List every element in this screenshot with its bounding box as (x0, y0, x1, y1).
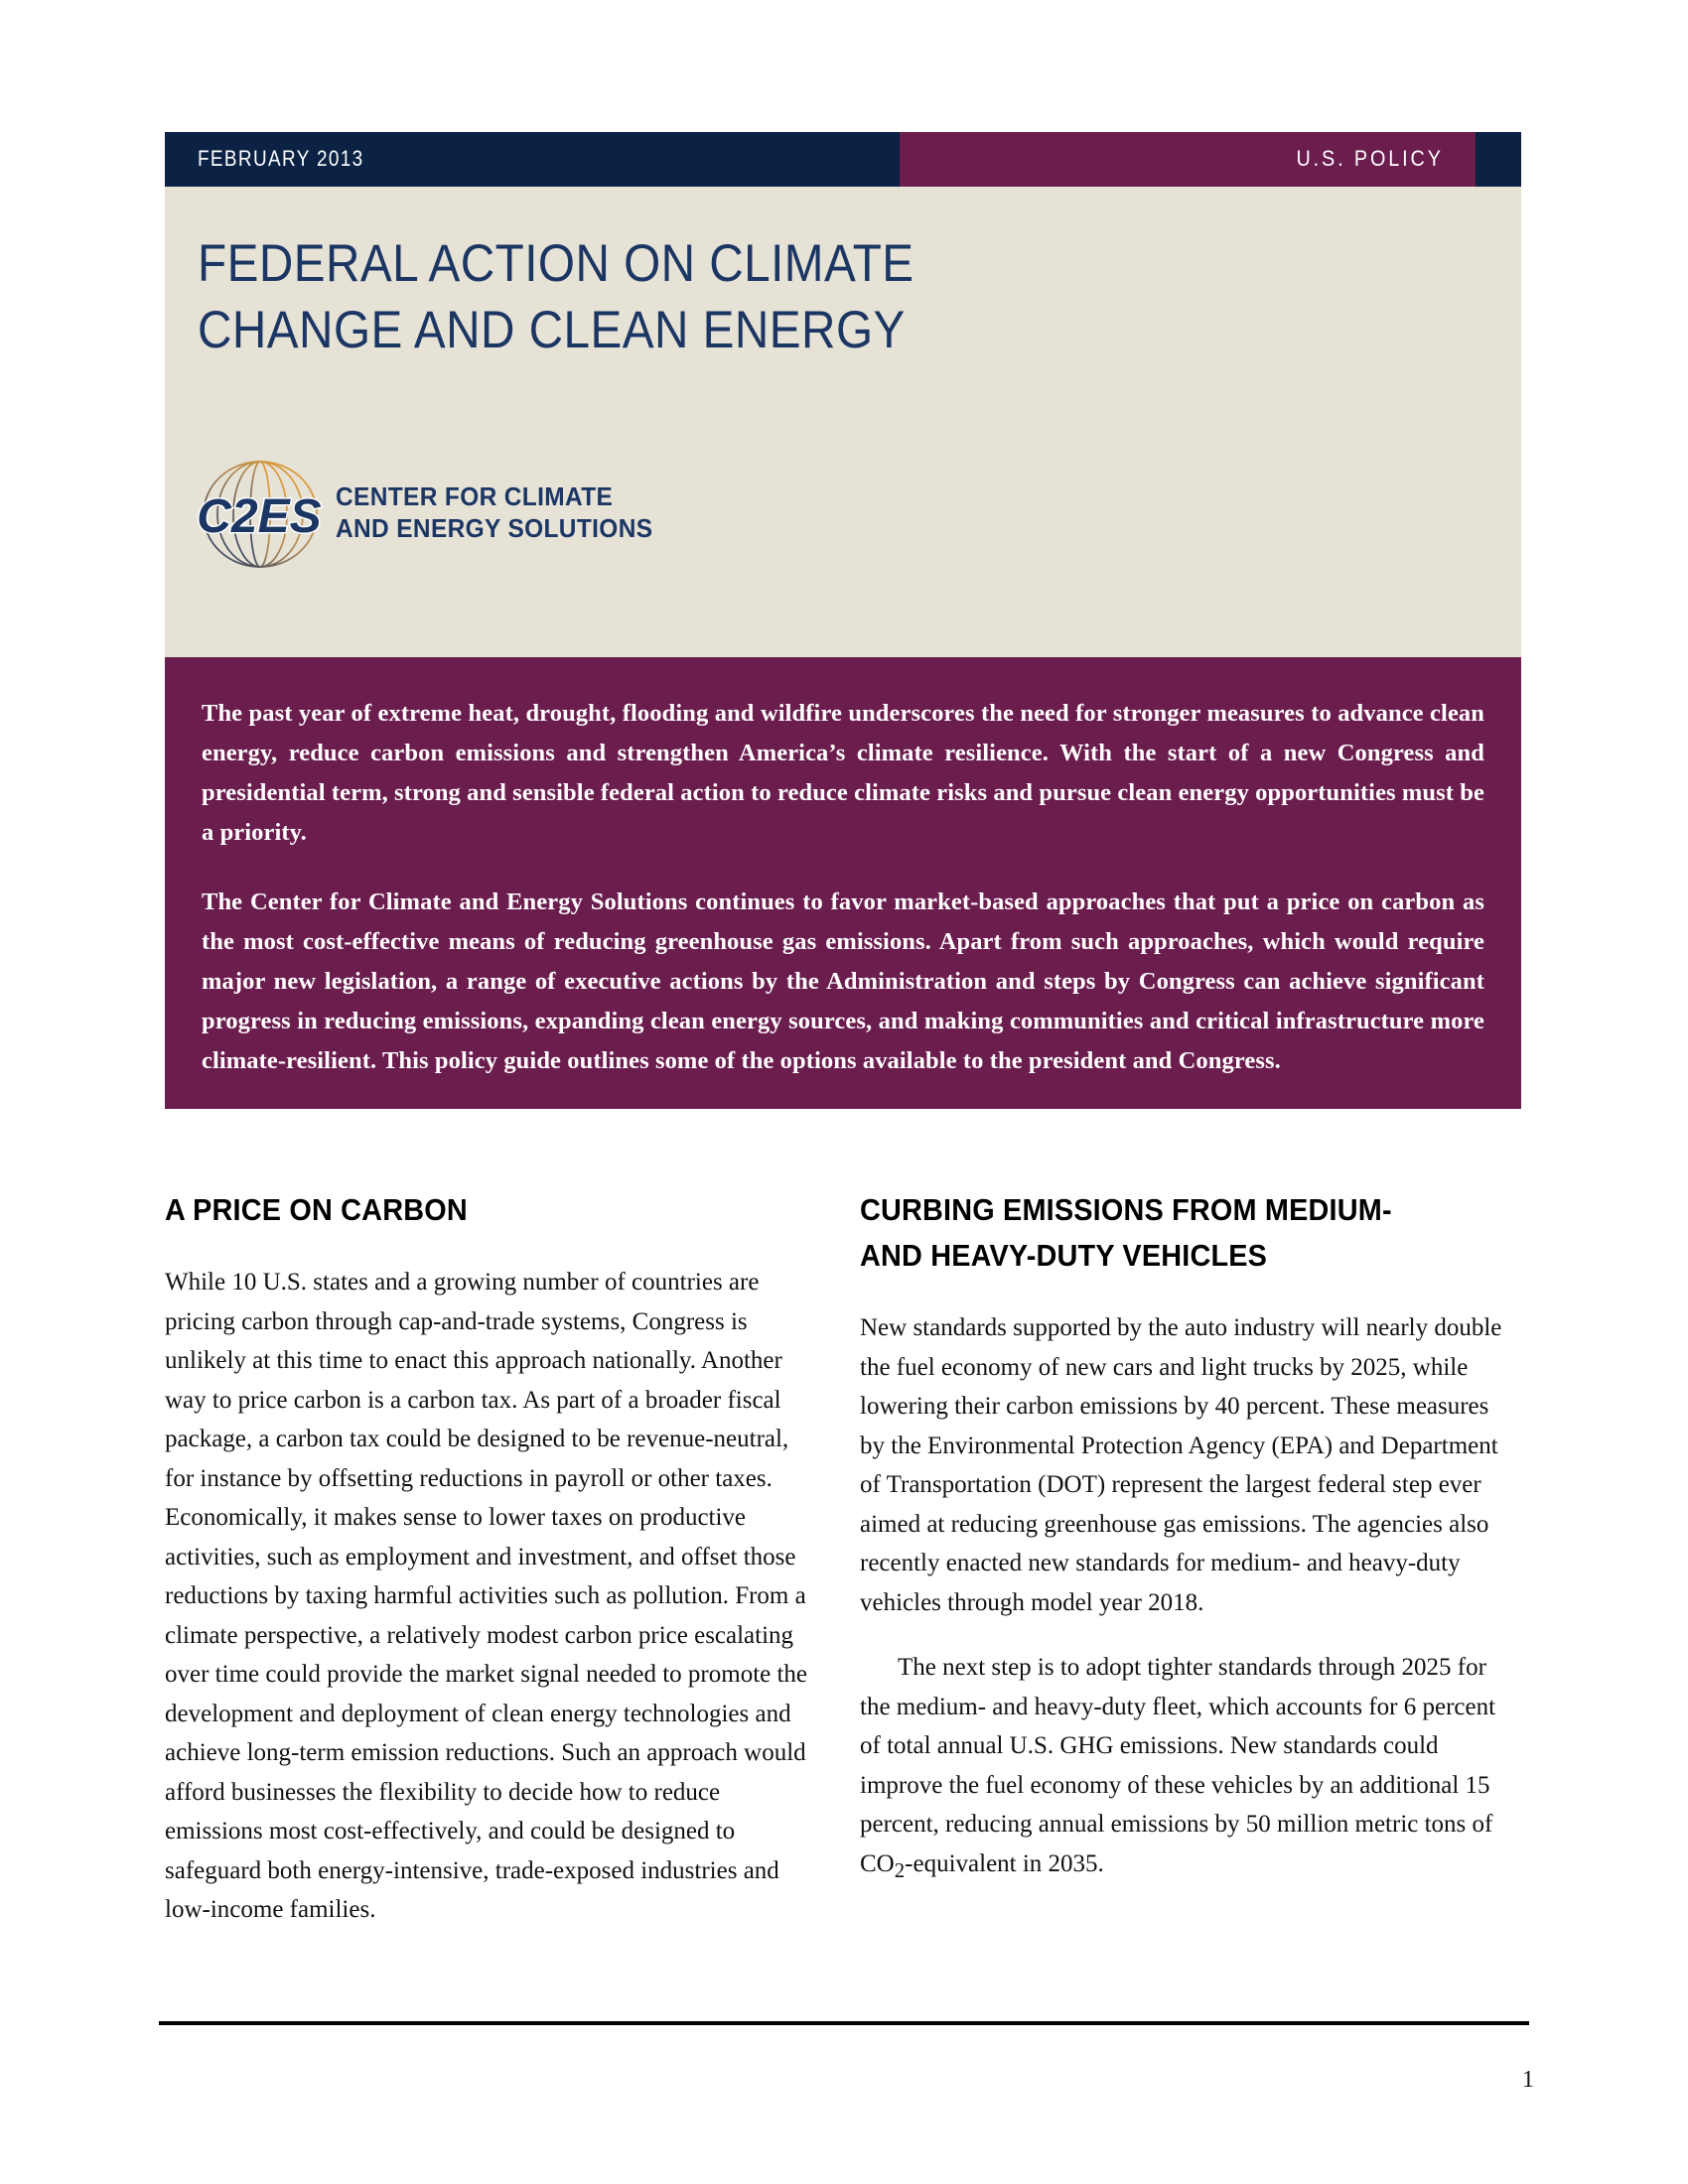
page-title-line-1: FEDERAL ACTION ON CLIMATE (198, 234, 914, 293)
title-band (165, 187, 1521, 657)
logo-wordmark-line-1: CENTER FOR CLIMATE (336, 481, 614, 511)
logo-wordmark-line-2: AND ENERGY SOLUTIONS (336, 513, 653, 543)
logo-wordmark (336, 480, 652, 544)
publication-section: U.S. POLICY (1296, 146, 1444, 171)
right-column (860, 1187, 1505, 1890)
globe-icon (197, 456, 324, 573)
intro-summary-block (165, 657, 1521, 1109)
co2-subscript: 2 (894, 1857, 906, 1882)
left-column-paragraph-1: While 10 U.S. states and a growing number of countries are pricing carbon through cap-and-trade systems, Congress is unlikely at this time to enact this approach nationally. Another way to price carbon is a carbon tax. As part of a broader fiscal package, a carbon tax could be designed to be revenue-neutral, for instance by offsetting reductions in payroll or other taxes. Economically, it makes sense to lower taxes on productive activities, such as employment and investment, and offset those reductions by taxing harmful activities such as pollution. From a climate perspective, a relatively modest carbon price escalating over time could provide the market signal needed to promote the development and deployment of clean energy technologies and achieve long-term emission reductions. Such an approach would afford businesses the flexibility to decide how to reduce emissions most cost-effectively, and could be designed to safeguard both energy-intensive, trade-exposed industries and low-income families. (165, 1269, 808, 1923)
right-column-heading-line-2: AND HEAVY-DUTY VEHICLES (860, 1238, 1268, 1273)
right-column-heading (860, 1187, 1461, 1279)
left-column-heading-line-1: A PRICE ON CARBON (165, 1192, 468, 1227)
right-column-heading-line-1: CURBING EMISSIONS FROM MEDIUM- (860, 1192, 1392, 1227)
masthead-bar (165, 132, 1521, 187)
masthead-end-cap (1476, 132, 1521, 187)
right-column-paragraph-2 (860, 1648, 1505, 1890)
publication-date: FEBRUARY 2013 (198, 146, 364, 171)
page-title (198, 230, 1324, 363)
page-title-line-2: CHANGE AND CLEAN ENERGY (198, 301, 906, 359)
right-column-paragraph-2-part-2: -equivalent in 2035. (905, 1849, 1104, 1877)
right-column-paragraph-1: New standards supported by the auto industry will nearly double the fuel economy of new cars and light trucks by 2025, while lowering their carbon emissions by 40 percent. These measures by the Environmental Protection Agency (EPA) and Department of Transportation (DOT) represent the largest federal step ever aimed at reducing greenhouse gas emissions. The agencies also recently enacted new standards for medium- and heavy-duty vehicles through model year 2018. (860, 1314, 1502, 1616)
page-number: 1 (1522, 2067, 1534, 2093)
intro-summary-inner (202, 694, 1484, 1081)
left-column (165, 1187, 810, 1930)
left-column-heading (165, 1187, 766, 1233)
intro-paragraph-2: The Center for Climate and Energy Solutions continues to favor market-based approaches that put a price on carbon as the most cost-effective means of reducing greenhouse gas emissions. Apart from such approaches, which would require major new legislation, a range of executive actions by the Administration and steps by Congress can achieve significant progress in reducing emissions, expanding clean energy sources, and making communities and critical infrastructure more climate-resilient. This policy guide outlines some of the options available to the president and Congress. (202, 888, 1484, 1074)
logo-mark-text: C2ES (197, 490, 322, 543)
right-column-paragraph-2-part-1: The next step is to adopt tighter standards through 2025 for the medium- and heavy-duty fleet, which accounts for 6 percent of total annual U.S. GHG emissions. New standards could improve the fuel economy of these vehicles by an additional 15 percent, reducing annual emissions by 50 million metric tons of CO (860, 1654, 1496, 1877)
intro-paragraph-1: The past year of extreme heat, drought, flooding and wildfire underscores the need for stronger measures to advance clean energy, reduce carbon emissions and strengthen America’s climate resilience. With the start of a new Congress and presidential term, strong and sensible federal action to reduce climate risks and pursue clean energy opportunities must be a priority. (202, 700, 1484, 846)
c2es-logo (197, 453, 653, 574)
footer-rule (159, 2021, 1529, 2025)
